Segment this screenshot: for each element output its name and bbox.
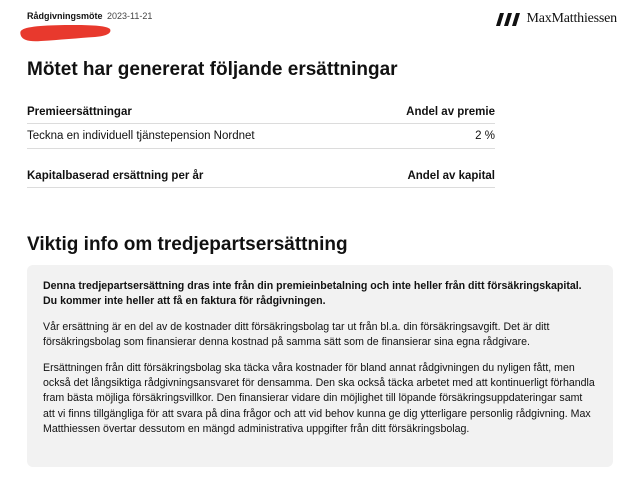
compensation-value: 2 %	[475, 130, 495, 142]
capital-compensation-table	[27, 165, 495, 188]
compensation-name: Teckna en individuell tjänstepension Nordnet	[27, 130, 255, 142]
logo-text: MaxMatthiessen	[526, 11, 617, 26]
third-party-info-title: Viktig info om tredjepartsersättning	[27, 234, 348, 255]
column-header-premium-compensation: Premieersättningar	[27, 106, 132, 118]
info-paragraph: Ersättningen från ditt försäkringsbolag ska täcka våra kostnader för bland annat rådgivningen du nyligen fått, men också det långsiktiga rådgivningsansvaret för densamma. Den ska också täcka arbetet med att kontinuerligt förhandla fram bästa möjliga försäkringsvillkor. Den finansierar vidare din möjlighet till löpande försäkringsuppdateringar samt att vi finns tillgängliga för att svara på dina frågor och att vid behov kunna ge dig ytterligare personlig rådgivning. Max Matthiessen övertar dessutom en mängd administrativa uppgifter från ditt försäkringsbolag.	[43, 361, 595, 436]
company-logo	[496, 11, 617, 27]
column-header-share-of-capital: Andel av kapital	[407, 170, 495, 182]
table-row	[27, 124, 495, 149]
table-header-row	[27, 101, 495, 124]
redaction-mark	[19, 20, 113, 44]
column-header-capital-compensation: Kapitalbaserad ersättning per år	[27, 170, 204, 182]
meeting-date: 2023-11-21	[107, 11, 153, 21]
info-paragraph: Vår ersättning är en del av de kostnader ditt försäkringsbolag tar ut från bl.a. din försäkringsavgift. Det är ditt försäkringsbolag som finansierar denna kostnad på samma sätt som de finansierar sina egna rådgivare.	[43, 320, 550, 349]
logo-chevron-icon	[496, 13, 520, 26]
info-box	[27, 265, 613, 467]
table-header-row	[27, 165, 495, 188]
meeting-label: Rådgivningsmöte	[27, 11, 103, 21]
compensations-title: Mötet har genererat följande ersättningar	[27, 59, 398, 80]
info-paragraph-lead: Denna tredjepartsersättning dras inte från din premieinbetalning och inte heller från ditt försäkringskapital. Du kommer inte heller att få en faktura för rådgivningen.	[43, 280, 582, 308]
premium-compensation-table	[27, 101, 495, 149]
column-header-share-of-premium: Andel av premie	[406, 106, 495, 118]
